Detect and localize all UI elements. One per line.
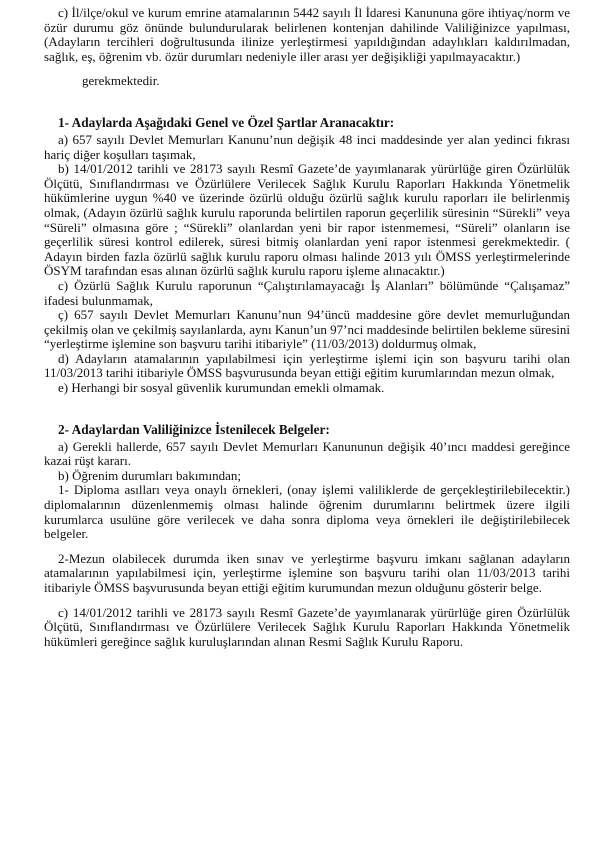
- section2-heading: 2- Adaylardan Valiliğinizce İstenilecek Belgeler:: [58, 421, 330, 437]
- section1-item-cc: ç) 657 sayılı Devlet Memurları Kanunu’nun 94’üncü maddesine göre devlet memurluğundan çekilmiş olan ve çekilmiş sayılanlarda, aynı Kanun’un 97’nci maddesinde belirtilen bekleme süresini “yerleştirme işlemine son başvuru tarihi itibariyle” (11/03/2013) doldurmuş olmak,: [44, 307, 570, 352]
- section1-item-a: a) 657 sayılı Devlet Memurları Kanunu’nun değişik 48 inci maddesinde yer alan yedinci fıkrası hariç diğer koşulları taşımak,: [44, 131, 570, 162]
- intro-item-c: c) İl/ilçe/okul ve kurum emrine atamalarının 5442 sayılı İl İdaresi Kanununa göre ihtiyaç/norm ve özür durumu göz önünde bulundurularak belirlenen kontenjan dahilinde Valiliğinizce yapılması, (Adayların tercihleri doğrultusunda ilinize yerleştirmesi yapıldığından adaylıkları kaldırılmadan, sağlık, eş, öğrenim vb. özür durumları nedeniyle iller arası yer değişikliği yapılmayacaktır.): [44, 5, 570, 64]
- intro-section: [44, 6, 570, 89]
- section2-item-b1: 1- Diploma asılları veya onaylı örnekleri, (onay işlemi valiliklerde de gerçekleştirilebilecektir.) diplomalarının düzenlenmemiş olması halinde öğrenim durumlarını belirtmek üzere ilgili kurumlarca usulüne göre verilecek ve daha sonra diploma veya örnekleri ile değiştirilebilecek belgeler.: [44, 482, 570, 542]
- section-required-documents: [44, 422, 570, 650]
- section2-item-b2: 2-Mezun olabilecek durumda iken sınav ve yerleştirme başvuru imkanı sağlanan adayların atamalarının yapılabilmesi için, yerleştirme işlemine son başvuru tarihi olan 11/03/2013 tarihi itibariyle ÖMSS başvurusunda beyan ettiği eğitim kurumundan mezun olduğunu gösterir belge.: [44, 550, 570, 595]
- section2-item-a: a) Gerekli hallerde, 657 sayılı Devlet Memurları Kanununun değişik 40’ıncı maddesi gereğince kazai rüşt kararı.: [44, 438, 570, 469]
- section1-item-c: c) Özürlü Sağlık Kurulu raporunun “Çalıştırılamayacağı İş Alanları” bölümünde “Çalışamaz” ifadesi bulunmamak,: [44, 277, 570, 308]
- section1-item-b: b) 14/01/2012 tarihli ve 28173 sayılı Resmî Gazete’de yayımlanarak yürürlüğe giren Özürlülük Ölçütü, Sınıflandırması ve Özürlülere Verilecek Sağlık Kurulu Raporları Hakkında Yönetmelik hükümlerine uygun %40 ve üzerinde özürlü olduğu özürlü sağlık kurulu raporları ile belirlenmiş olmak, (Adayın özürlü sağlık kurulu raporunda belirtilen raporun geçerlilik süresinin “Sürekli” veya “Süreli” olmasına göre ; “Sürekli” olanlardan yeni bir rapor istenmemesi, “Süreli” olanların ise geçerlilik süresi kontrol edilerek, süresi bitmiş olanlardan yeni rapor istenmesi gerekmektedir. ( Adayın birden fazla özürlü sağlık kurulu raporu olması halinde 2013 yılı ÖMSS yerleştirmelerinde ÖSYM tarafından esas alınan özürlü sağlık kurulu raporu işleme alınacaktır.): [44, 161, 570, 279]
- section2-item-c: c) 14/01/2012 tarihli ve 28173 sayılı Resmî Gazete’de yayımlanarak yürürlüğe giren Özürlülük Ölçütü, Sınıflandırması ve Özürlülere Verilecek Sağlık Kurulu Raporları Hakkında Yönetmelik hükümleri gereğince sağlık kuruluşlarından alınan Resmi Sağlık Kurulu Raporu.: [44, 604, 570, 649]
- section1-item-e: e) Herhangi bir sosyal güvenlik kurumundan emekli olmamak.: [58, 380, 385, 396]
- section1-item-d: d) Adayların atamalarının yapılabilmesi için yerleştirme işlemi için son başvuru tarihi olan 11/03/2013 tarihi itibariyle ÖMSS başvurusunda beyan ettiği eğitim kurumlarından mezun olmak,: [44, 350, 570, 381]
- section1-heading: 1- Adaylarda Aşağıdaki Genel ve Özel Şartlar Aranacaktır:: [58, 114, 395, 130]
- intro-closing: gerekmektedir.: [82, 73, 160, 89]
- section2-item-b: b) Öğrenim durumları bakımından;: [58, 467, 242, 483]
- section-general-requirements: [44, 115, 570, 396]
